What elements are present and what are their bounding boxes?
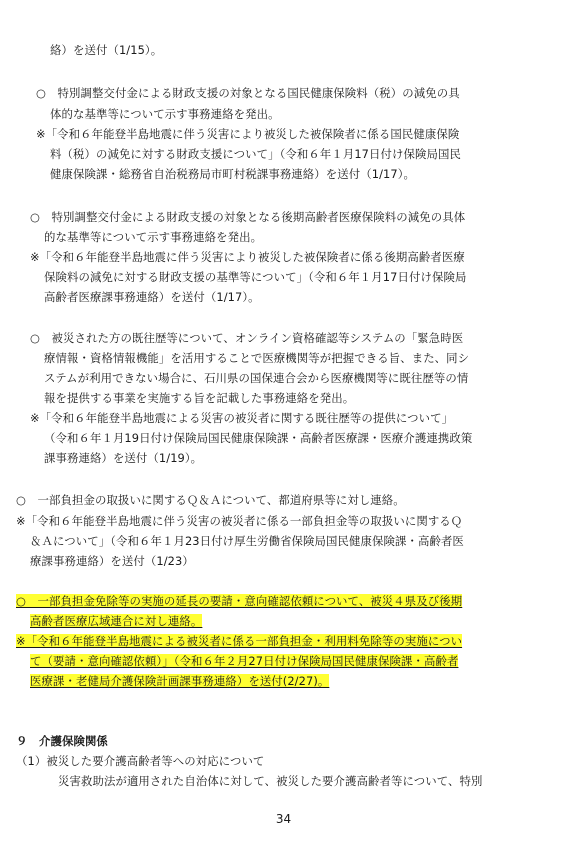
highlight: ○ 一部負担金免除等の実施の延長の要請・意向確認依頼について、被災４県及び後期: [16, 594, 463, 608]
text-line: ※「令和６年能登半島地震に伴う災害により被災した被保険者に係る後期高齢者医療: [30, 250, 465, 264]
text-line: 体的な基準等について示す事務連絡を発出。: [50, 107, 280, 121]
text-line: 災害救助法が適用された自治体に対して、被災した要介護高齢者等について、特別: [58, 774, 483, 788]
section-heading: ９ 介護保険関係: [16, 734, 108, 748]
highlighted-line: [16, 634, 462, 649]
text-line: 健康保険課・総務省自治税務局市町村税課事務連絡）を送付（1/17）。: [50, 167, 415, 181]
highlighted-line: [16, 594, 462, 609]
highlight: 高齢者医療広域連合に対し連絡。: [30, 614, 203, 628]
text-line: ※「令和６年能登半島地震による災害の被災者に関する既往歴等の提供について」: [30, 411, 454, 425]
highlight: て（要請・意向確認依頼）」（令和６年２月27日付け保険局国民健康保険課・高齢者: [30, 654, 459, 668]
text-line: 療情報・資格情報機能」を活用することで医療機関等が把握できる旨、また、同シ: [44, 351, 470, 365]
text-line: ○ 特別調整交付金による財政支援の対象となる後期高齢者医療保険料の減免の具体: [30, 210, 466, 224]
text-line: ○ 一部負担金の取扱いに関するＱ＆Ａについて、都道府県等に対し連絡。: [16, 493, 405, 507]
subsection-heading: （1）被災した要介護高齢者等への対応について: [16, 754, 265, 768]
text-line: 料（税）の減免に対する財政支援について」（令和６年１月17日付け保険局国民: [50, 147, 461, 161]
text-line: 療課事務連絡）を送付（1/23）: [30, 554, 194, 568]
text-line: 課事務連絡）を送付（1/19）。: [44, 451, 203, 465]
text-line: 的な基準等について示す事務連絡を発出。: [44, 230, 263, 244]
highlighted-line: [30, 614, 202, 629]
text-line: 保険料の減免に対する財政支援の基準等について」（令和６年１月17日付け保険局: [44, 270, 467, 284]
page-number: 34: [275, 812, 292, 826]
text-line: ＆Ａについて」（令和６年１月23日付け厚生労働省保険局国民健康保険課・高齢者医: [30, 534, 464, 548]
highlighted-line: [30, 654, 458, 669]
text-line: ○ 被災された方の既往歴等について、オンライン資格確認等システムの「緊急時医: [30, 331, 464, 345]
highlighted-line: [30, 674, 329, 689]
highlight: 医療課・老健局介護保険計画課事務連絡）を送付(2/27)。: [30, 674, 330, 688]
text-line: ※「令和６年能登半島地震に伴う災害により被災した被保険者に係る国民健康保険: [36, 127, 460, 141]
text-line: 報を提供する事業を実施する旨を記載した事務連絡を発出。: [44, 391, 355, 405]
text-line: ○ 特別調整交付金による財政支援の対象となる国民健康保険料（税）の減免の具: [36, 86, 460, 100]
text-line: （令和６年１月19日付け保険局国民健康保険課・高齢者医療課・医療介護連携政策: [44, 431, 473, 445]
text-line: ※「令和６年能登半島地震に伴う災害の被災者に係る一部負担金等の取扱いに関するＱ: [16, 514, 463, 528]
text-line: 高齢者医療課事務連絡）を送付（1/17）。: [44, 290, 260, 304]
text-line: ステムが利用できない場合に、石川県の国保連合会から医療機関等に既往歴等の情: [44, 371, 469, 385]
text-line: 絡）を送付（1/15）。: [50, 43, 163, 57]
highlight: ※「令和６年能登半島地震による被災者に係る一部負担金・利用料免除等の実施につい: [16, 634, 463, 648]
